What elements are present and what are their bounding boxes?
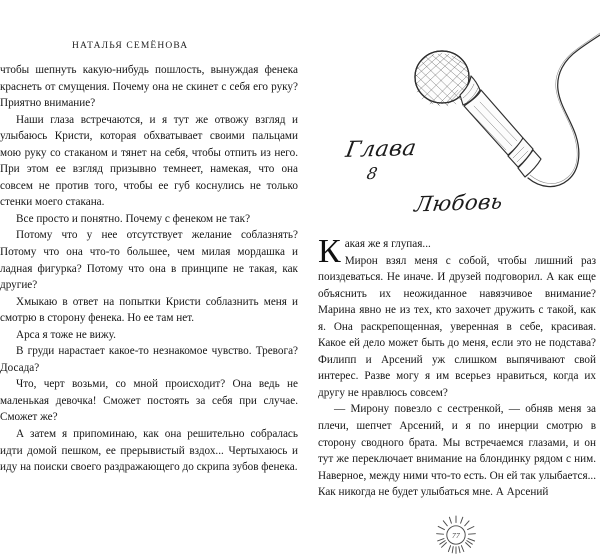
chapter-title: Любовь: [412, 189, 505, 217]
paragraph: чтобы шепнуть какую-нибудь пошлость, вынуждая фенека краснеть от смущения. Почему она не скинет с себя его руку? Приятно внимание?: [0, 64, 298, 110]
paragraph: А затем я припоминаю, как она решительно собралась идти домой пешком, ее прерывистый вздох... Чертыхаюсь и иду на поиски своего раздражающего до скрипа зубов фенека.: [0, 428, 298, 474]
paragraph-with-dropcap: [318, 233, 596, 270]
paragraph: В груди нарастает какое-то незнакомое чувство. Тревога? Досада?: [0, 345, 298, 374]
drop-cap: К: [318, 233, 341, 270]
paragraph: Что, черт возьми, со мной происходит? Она ведь не маленькая девочка! Сможет постоять за себя при случае. Сможет же?: [0, 378, 298, 424]
chapter-number: 8: [365, 163, 379, 184]
left-page-body: [0, 62, 298, 476]
right-page: [310, 0, 600, 558]
paragraph: — Мирону повезло с сестренкой, — обняв меня за плечи, шепчет Арсений, и я по инерции смотрю в сторону сводного брата. Мы встречаемся глазами, и он тут же переключает внимание на блондинку рядом с ним. Наверное, между ними что-то есть. Он ей так улыбается... Как никогда не будет улыбаться мне. А Арсений: [318, 403, 596, 499]
paragraph: Хмыкаю в ответ на попытки Кристи соблазнить меня и смотрю в сторону фенека. Но ее там нет.: [0, 295, 298, 325]
right-page-body: [318, 233, 596, 501]
paragraph-text: акая же я глупая...: [344, 238, 431, 250]
paragraph: Все просто и понятно. Почему с фенеком не так?: [16, 212, 251, 225]
paragraph: Мирон взял меня с собой, чтобы лишний раз поиздеваться. Не иначе. И друзей подговорил. А как еще объяснить их неожиданное навязчивое внимание? Марина явно не из тех, кто захочет дружить с такой, как я. Она раскрепощенная, уверенная в себе, красивая. Какое ей дело может быть до меня, если это не подстава? Филипп и Арсений уж слишком выпячивают свой интерес. Разве могу я им всерьез нравиться, когда их другу не нравлюсь совсем?: [318, 254, 596, 399]
paragraph: Потому что у нее отсутствует желание соблазнять? Потому что она что-то большее, чем милая мордашка и ладная фигурка? Потому что она в принципе не такая, как другие?: [0, 229, 298, 292]
chapter-label: Глава: [343, 136, 419, 163]
chapter-heading: [310, 131, 600, 241]
paragraph: Наши глаза встречаются, и я тут же отвожу взгляд и улыбаюсь Кристи, которая обхватывает своими пальцами мою руку со стаканом и тянет на себя, чтобы отпить из него. При этом ее взгляд призывно темнеет, намекая, что она совсем не против того, чтобы ее губ коснулись не только стенки моего стакана.: [0, 113, 298, 209]
running-head: НАТАЛЬЯ СЕМЁНОВА: [72, 41, 189, 51]
page-number: 77: [452, 530, 460, 540]
paragraph: Арса я тоже не вижу.: [16, 328, 116, 341]
